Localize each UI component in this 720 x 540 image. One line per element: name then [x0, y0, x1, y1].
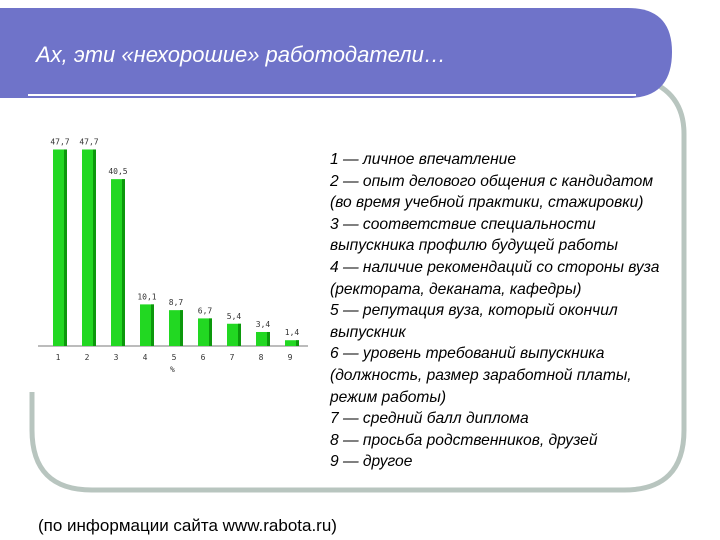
x-tick-label: 2 [84, 353, 90, 362]
bar-shade-5 [180, 310, 183, 346]
bar-chart [0, 110, 320, 510]
x-axis-label: % [170, 365, 175, 374]
legend-item: 4 — наличие рекомендаций со стороны вуза (ректората, деканата, кафедры) [330, 258, 660, 298]
bar-shade-1 [64, 149, 67, 346]
bar-shade-3 [122, 179, 125, 346]
legend-item: 9 — другое [330, 453, 413, 471]
value-label: 6,7 [197, 306, 213, 316]
bar-shade-9 [296, 340, 299, 346]
value-label: 3,4 [255, 319, 271, 329]
legend-item: 7 — средний балл диплома [330, 410, 529, 428]
value-label: 47,7 [79, 137, 99, 147]
bar-shade-2 [93, 149, 96, 346]
slide-title: Ах, эти «нехорошие» работодатели… [36, 42, 446, 67]
legend-list [330, 149, 670, 473]
x-tick-label: 3 [113, 353, 119, 362]
value-label: 10,1 [137, 292, 157, 302]
legend-item: 3 — соответствие специальности выпускника профилю будущей работы [330, 215, 618, 255]
bar-shade-6 [209, 318, 212, 346]
legend-item: 6 — уровень требований выпускника (должность, размер заработной платы, режим работы) [330, 345, 632, 406]
x-tick-label: 1 [55, 353, 61, 362]
x-tick-label: 4 [142, 353, 148, 362]
bar-shade-7 [238, 324, 241, 346]
legend-item: 1 — личное впечатление [330, 151, 517, 168]
x-tick-label: 8 [258, 353, 264, 362]
legend-item: 5 — репутация вуза, который окончил выпускник [330, 302, 618, 341]
source-note: (по информации сайта www.rabota.ru) [38, 516, 337, 535]
x-tick-label: 9 [287, 353, 293, 362]
x-tick-label: 6 [200, 353, 206, 362]
value-label: 5,4 [226, 311, 242, 321]
value-label: 47,7 [50, 137, 70, 147]
legend-item: 8 — просьба родственников, друзей [330, 431, 598, 449]
value-label: 8,7 [168, 298, 184, 308]
bar-shade-4 [151, 304, 154, 346]
bar-shade-8 [267, 332, 270, 346]
x-tick-label: 7 [229, 353, 235, 362]
x-tick-label: 5 [171, 353, 177, 362]
value-label: 1,4 [284, 328, 300, 338]
legend-item: 2 — опыт делового общения с кандидатом (во время учебной практики, стажировки) [330, 172, 654, 212]
value-label: 40,5 [108, 167, 128, 177]
